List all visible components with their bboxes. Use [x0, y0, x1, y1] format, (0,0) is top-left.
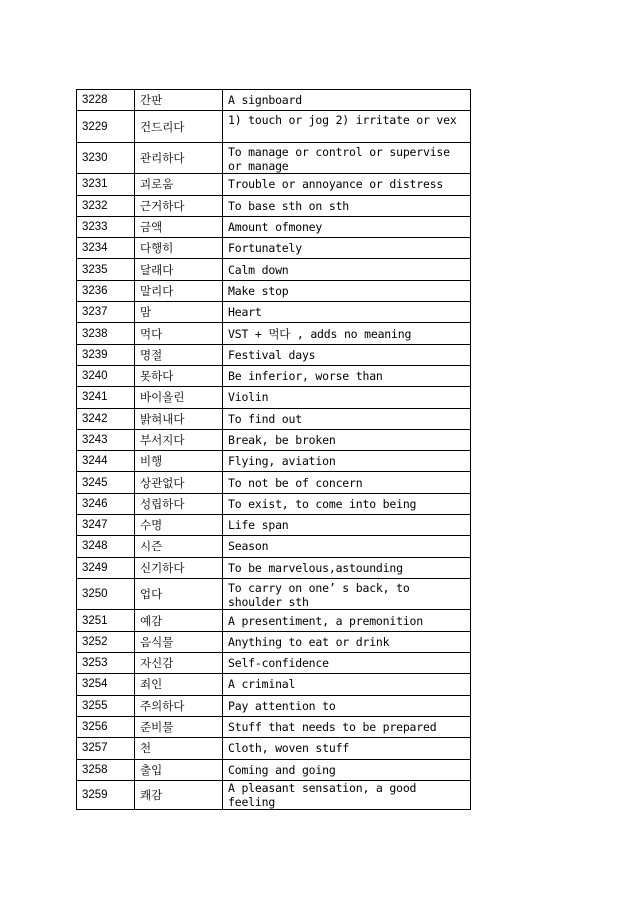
- entry-number: 3241: [77, 387, 135, 408]
- english-definition: To base sth on sth: [223, 195, 471, 216]
- table-row: [77, 515, 471, 536]
- korean-word: 부서지다: [135, 429, 223, 450]
- entry-number: 3256: [77, 716, 135, 737]
- entry-number: 3231: [77, 174, 135, 195]
- english-definition: A pleasant sensation, a good feeling: [223, 780, 471, 809]
- korean-word: 관리하다: [135, 142, 223, 174]
- vocabulary-table-body: [77, 90, 471, 810]
- korean-word: 금액: [135, 216, 223, 237]
- korean-word: 바이올린: [135, 387, 223, 408]
- entry-number: 3235: [77, 259, 135, 280]
- vocabulary-table: [76, 89, 471, 810]
- korean-word: 시즌: [135, 536, 223, 557]
- english-definition: Be inferior, worse than: [223, 365, 471, 386]
- entry-number: 3246: [77, 493, 135, 514]
- english-definition: Cloth, woven stuff: [223, 738, 471, 759]
- table-row: [77, 653, 471, 674]
- korean-word: 밝혀내다: [135, 408, 223, 429]
- table-row: [77, 716, 471, 737]
- table-row: [77, 536, 471, 557]
- korean-word: 근거하다: [135, 195, 223, 216]
- english-definition: To find out: [223, 408, 471, 429]
- table-row: [77, 142, 471, 174]
- table-row: [77, 578, 471, 610]
- entry-number: 3237: [77, 302, 135, 323]
- english-definition: To carry on one’ s back, to shoulder sth: [223, 578, 471, 610]
- english-definition: Make stop: [223, 280, 471, 301]
- entry-number: 3257: [77, 738, 135, 759]
- english-definition: Flying, aviation: [223, 451, 471, 472]
- english-definition: Self-confidence: [223, 653, 471, 674]
- english-definition: VST + 먹다 , adds no meaning: [223, 323, 471, 344]
- entry-number: 3242: [77, 408, 135, 429]
- entry-number: 3248: [77, 536, 135, 557]
- korean-word: 먹다: [135, 323, 223, 344]
- entry-number: 3252: [77, 631, 135, 652]
- english-definition: Pay attention to: [223, 695, 471, 716]
- english-definition: To manage or control or supervise or manage: [223, 142, 471, 174]
- english-definition: Heart: [223, 302, 471, 323]
- korean-word: 간판: [135, 90, 223, 111]
- english-definition: 1) touch or jog 2) irritate or vex: [223, 111, 471, 143]
- korean-word: 음식물: [135, 631, 223, 652]
- table-row: [77, 780, 471, 809]
- table-row: [77, 238, 471, 259]
- entry-number: 3229: [77, 111, 135, 143]
- table-row: [77, 280, 471, 301]
- english-definition: A signboard: [223, 90, 471, 111]
- korean-word: 신기하다: [135, 557, 223, 578]
- entry-number: 3254: [77, 674, 135, 695]
- korean-word: 자신감: [135, 653, 223, 674]
- table-row: [77, 302, 471, 323]
- korean-word: 출입: [135, 759, 223, 780]
- table-row: [77, 174, 471, 195]
- entry-number: 3232: [77, 195, 135, 216]
- table-row: [77, 216, 471, 237]
- table-row: [77, 195, 471, 216]
- entry-number: 3239: [77, 344, 135, 365]
- entry-number: 3251: [77, 610, 135, 631]
- entry-number: 3243: [77, 429, 135, 450]
- english-definition: A presentiment, a premonition: [223, 610, 471, 631]
- english-definition: To exist, to come into being: [223, 493, 471, 514]
- table-row: [77, 610, 471, 631]
- entry-number: 3258: [77, 759, 135, 780]
- korean-word: 상관없다: [135, 472, 223, 493]
- korean-word: 업다: [135, 578, 223, 610]
- table-row: [77, 259, 471, 280]
- entry-number: 3233: [77, 216, 135, 237]
- entry-number: 3234: [77, 238, 135, 259]
- table-row: [77, 111, 471, 143]
- korean-word: 쾌감: [135, 780, 223, 809]
- table-row: [77, 387, 471, 408]
- table-row: [77, 557, 471, 578]
- entry-number: 3253: [77, 653, 135, 674]
- english-definition: Amount ofmoney: [223, 216, 471, 237]
- entry-number: 3230: [77, 142, 135, 174]
- english-definition: Calm down: [223, 259, 471, 280]
- table-row: [77, 472, 471, 493]
- english-definition: Break, be broken: [223, 429, 471, 450]
- korean-word: 성립하다: [135, 493, 223, 514]
- table-row: [77, 631, 471, 652]
- korean-word: 주의하다: [135, 695, 223, 716]
- table-row: [77, 344, 471, 365]
- english-definition: Trouble or annoyance or distress: [223, 174, 471, 195]
- korean-word: 달래다: [135, 259, 223, 280]
- table-row: [77, 323, 471, 344]
- english-definition: Stuff that needs to be prepared: [223, 716, 471, 737]
- entry-number: 3238: [77, 323, 135, 344]
- english-definition: A criminal: [223, 674, 471, 695]
- entry-number: 3236: [77, 280, 135, 301]
- entry-number: 3245: [77, 472, 135, 493]
- entry-number: 3249: [77, 557, 135, 578]
- table-row: [77, 408, 471, 429]
- table-row: [77, 429, 471, 450]
- korean-word: 수명: [135, 515, 223, 536]
- table-row: [77, 493, 471, 514]
- english-definition: To be marvelous,astounding: [223, 557, 471, 578]
- entry-number: 3259: [77, 780, 135, 809]
- table-row: [77, 695, 471, 716]
- entry-number: 3247: [77, 515, 135, 536]
- entry-number: 3228: [77, 90, 135, 111]
- korean-word: 예감: [135, 610, 223, 631]
- korean-word: 건드리다: [135, 111, 223, 143]
- english-definition: Violin: [223, 387, 471, 408]
- table-row: [77, 674, 471, 695]
- entry-number: 3240: [77, 365, 135, 386]
- korean-word: 못하다: [135, 365, 223, 386]
- table-row: [77, 451, 471, 472]
- table-row: [77, 90, 471, 111]
- table-row: [77, 365, 471, 386]
- english-definition: To not be of concern: [223, 472, 471, 493]
- korean-word: 죄인: [135, 674, 223, 695]
- korean-word: 다행히: [135, 238, 223, 259]
- english-definition: Season: [223, 536, 471, 557]
- table-row: [77, 759, 471, 780]
- english-definition: Fortunately: [223, 238, 471, 259]
- korean-word: 준비물: [135, 716, 223, 737]
- table-row: [77, 738, 471, 759]
- korean-word: 비행: [135, 451, 223, 472]
- korean-word: 천: [135, 738, 223, 759]
- entry-number: 3255: [77, 695, 135, 716]
- entry-number: 3250: [77, 578, 135, 610]
- korean-word: 괴로움: [135, 174, 223, 195]
- english-definition: Coming and going: [223, 759, 471, 780]
- korean-word: 말리다: [135, 280, 223, 301]
- entry-number: 3244: [77, 451, 135, 472]
- korean-word: 명절: [135, 344, 223, 365]
- english-definition: Anything to eat or drink: [223, 631, 471, 652]
- korean-word: 맘: [135, 302, 223, 323]
- english-definition: Life span: [223, 515, 471, 536]
- english-definition: Festival days: [223, 344, 471, 365]
